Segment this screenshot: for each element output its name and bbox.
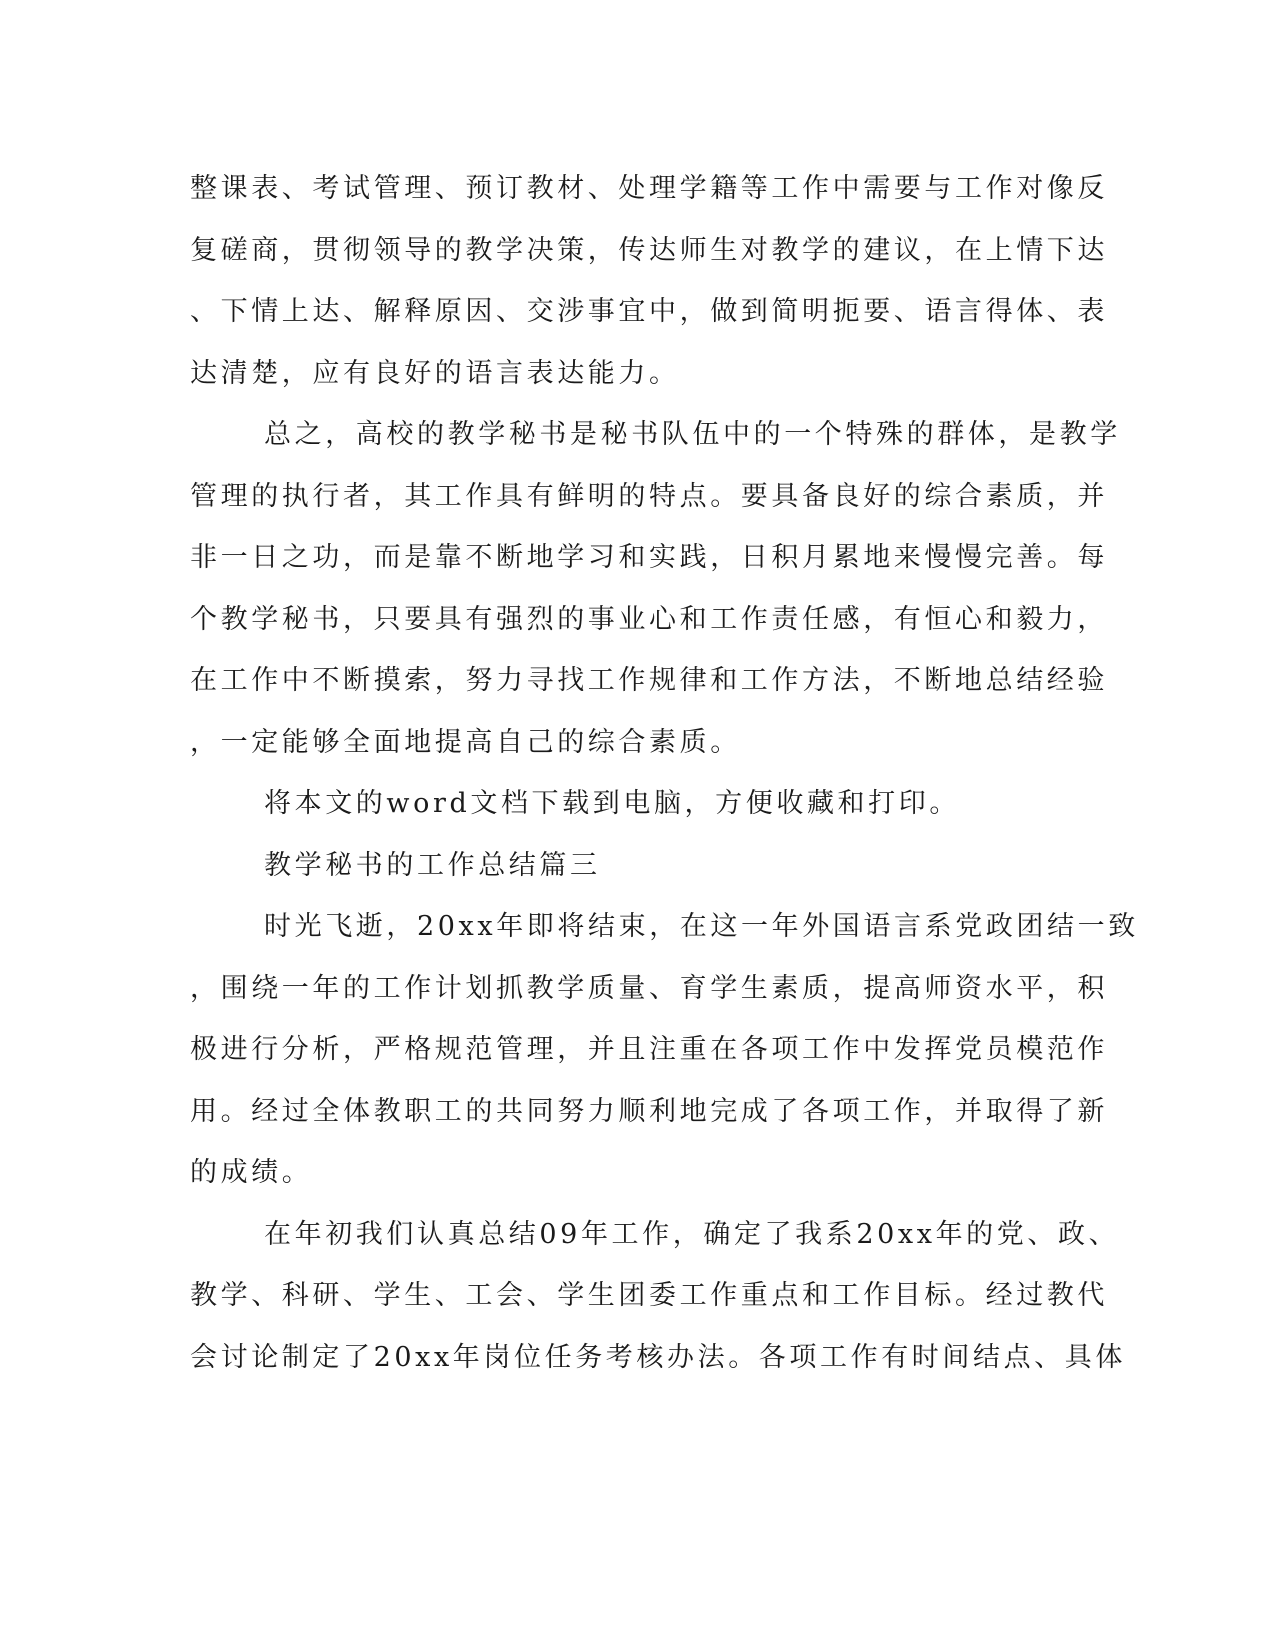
text-line: 极进行分析，严格规范管理，并且注重在各项工作中发挥党员模范作 [190,1034,1108,1065]
text-line: 达清楚，应有良好的语言表达能力。 [190,357,680,389]
text-line: 个教学秘书，只要具有强烈的事业心和工作责任感，有恒心和毅力， [190,603,1108,635]
text-line: 时光飞逝，20xx年即将结束，在这一年外国语言系党政团结一致 [264,911,1139,942]
text-line: 在工作中不断摸索，努力寻找工作规律和工作方法，不断地总结经验 [190,665,1108,696]
text-line: 总之，高校的教学秘书是秘书队伍中的一个特殊的群体，是教学 [264,419,1121,450]
text-line: 在年初我们认真总结09年工作，确定了我系20xx年的党、政、 [264,1218,1120,1250]
text-line: ，围绕一年的工作计划抓教学质量、育学生素质，提高师资水平，积 [190,972,1108,1004]
text-line: 的成绩。 [190,1157,313,1188]
text-line: 用。经过全体教职工的共同努力顺利地完成了各项工作，并取得了新 [190,1095,1108,1127]
text-line: 管理的执行者，其工作具有鲜明的特点。要具备良好的综合素质，并 [190,480,1108,512]
section-heading: 教学秘书的工作总结篇三 [264,849,601,881]
document-body [190,158,1139,1388]
text-line: 复磋商，贯彻领导的教学决策，传达师生对教学的建议，在上情下达 [190,234,1108,266]
text-line: ，一定能够全面地提高自己的综合素质。 [190,726,741,758]
text-line: 非一日之功，而是靠不断地学习和实践，日积月累地来慢慢完善。每 [190,542,1108,573]
text-line: 教学、科研、学生、工会、学生团委工作重点和工作目标。经过教代 [190,1280,1108,1311]
text-line: 会讨论制定了20xx年岗位任务考核办法。各项工作有时间结点、具体 [190,1341,1127,1373]
text-line: 、下情上达、解释原因、交涉事宜中，做到简明扼要、语言得体、表 [190,296,1108,327]
text-line: 整课表、考试管理、预订教材、处理学籍等工作中需要与工作对像反 [190,173,1108,204]
download-note: 将本文的word文档下载到电脑，方便收藏和打印。 [264,788,960,819]
